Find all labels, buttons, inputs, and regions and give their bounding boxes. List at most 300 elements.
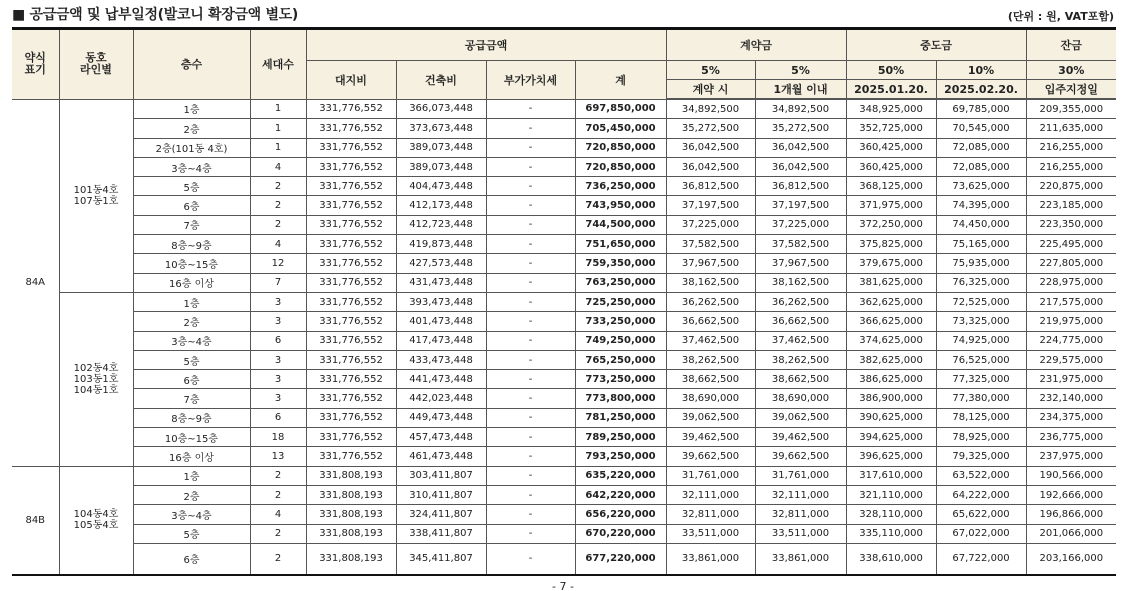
deposit-1-cell: 39,462,500: [666, 428, 755, 447]
building-cost-cell: 401,473,448: [396, 312, 486, 331]
middle-1-cell: 382,625,000: [846, 350, 936, 369]
balance-cell: 231,975,000: [1026, 370, 1116, 389]
deposit-2-cell: 37,462,500: [755, 331, 846, 350]
building-cost-cell: 441,473,448: [396, 370, 486, 389]
balance-cell: 225,495,000: [1026, 235, 1116, 254]
middle-1-cell: 386,900,000: [846, 389, 936, 408]
balance-cell: 237,975,000: [1026, 447, 1116, 466]
vat-cell: -: [486, 157, 575, 176]
floor-cell: 6층: [133, 196, 250, 215]
deposit-1-cell: 34,892,500: [666, 99, 755, 119]
balance-cell: 196,866,000: [1026, 505, 1116, 524]
middle-1-cell: 321,110,000: [846, 485, 936, 504]
total-cell: 773,800,000: [575, 389, 666, 408]
middle-2-cell: 64,222,000: [936, 485, 1026, 504]
header-line: 동호 라인별: [59, 29, 133, 100]
middle-2-cell: 74,395,000: [936, 196, 1026, 215]
units-cell: 3: [250, 312, 306, 331]
total-cell: 789,250,000: [575, 428, 666, 447]
vat-cell: -: [486, 350, 575, 369]
building-cost-cell: 427,573,448: [396, 254, 486, 273]
deposit-2-cell: 33,511,000: [755, 524, 846, 543]
building-cost-cell: 449,473,448: [396, 408, 486, 427]
deposit-1-cell: 35,272,500: [666, 119, 755, 138]
units-cell: 12: [250, 254, 306, 273]
header-floor: 층수: [133, 29, 250, 100]
total-cell: 743,950,000: [575, 196, 666, 215]
header-dep2-when: 1개월 이내: [755, 80, 846, 100]
type-cell: 84B: [12, 466, 59, 575]
middle-2-cell: 67,022,000: [936, 524, 1026, 543]
land-cost-cell: 331,808,193: [306, 505, 396, 524]
floor-cell: 5층: [133, 177, 250, 196]
land-cost-cell: 331,776,552: [306, 196, 396, 215]
land-cost-cell: 331,776,552: [306, 408, 396, 427]
vat-cell: -: [486, 447, 575, 466]
deposit-1-cell: 39,062,500: [666, 408, 755, 427]
land-cost-cell: 331,776,552: [306, 389, 396, 408]
table-row: [12, 505, 1116, 524]
total-cell: 793,250,000: [575, 447, 666, 466]
middle-1-cell: 381,625,000: [846, 273, 936, 292]
vat-cell: -: [486, 524, 575, 543]
deposit-2-cell: 34,892,500: [755, 99, 846, 119]
total-cell: 720,850,000: [575, 157, 666, 176]
total-cell: 705,450,000: [575, 119, 666, 138]
header-mid1-when: 2025.01.20.: [846, 80, 936, 100]
vat-cell: -: [486, 99, 575, 119]
building-cost-cell: 419,873,448: [396, 235, 486, 254]
vat-cell: -: [486, 138, 575, 157]
deposit-2-cell: 39,462,500: [755, 428, 846, 447]
middle-2-cell: 70,545,000: [936, 119, 1026, 138]
floor-cell: 10층~15층: [133, 428, 250, 447]
units-cell: 18: [250, 428, 306, 447]
deposit-1-cell: 36,042,500: [666, 138, 755, 157]
middle-2-cell: 65,622,000: [936, 505, 1026, 524]
deposit-2-cell: 39,062,500: [755, 408, 846, 427]
deposit-1-cell: 37,225,000: [666, 215, 755, 234]
table-row: [12, 138, 1116, 157]
header-mid2-pct: 10%: [936, 61, 1026, 80]
middle-2-cell: 72,525,000: [936, 292, 1026, 311]
deposit-2-cell: 37,582,500: [755, 235, 846, 254]
table-row: [12, 196, 1116, 215]
land-cost-cell: 331,776,552: [306, 447, 396, 466]
middle-2-cell: 76,325,000: [936, 273, 1026, 292]
total-cell: 744,500,000: [575, 215, 666, 234]
total-cell: 733,250,000: [575, 312, 666, 331]
units-cell: 4: [250, 157, 306, 176]
land-cost-cell: 331,776,552: [306, 138, 396, 157]
deposit-1-cell: 36,812,500: [666, 177, 755, 196]
deposit-1-cell: 38,662,500: [666, 370, 755, 389]
deposit-2-cell: 37,225,000: [755, 215, 846, 234]
middle-1-cell: 394,625,000: [846, 428, 936, 447]
units-cell: 4: [250, 505, 306, 524]
balance-cell: 223,185,000: [1026, 196, 1116, 215]
balance-cell: 229,575,000: [1026, 350, 1116, 369]
table-row: [12, 99, 1116, 119]
building-cost-cell: 389,073,448: [396, 138, 486, 157]
middle-1-cell: 348,925,000: [846, 99, 936, 119]
floor-cell: 1층: [133, 99, 250, 119]
middle-1-cell: 372,250,000: [846, 215, 936, 234]
balance-cell: 216,255,000: [1026, 138, 1116, 157]
table-row: [12, 408, 1116, 427]
middle-2-cell: 69,785,000: [936, 99, 1026, 119]
vat-cell: -: [486, 466, 575, 485]
table-row: [12, 524, 1116, 543]
middle-1-cell: 360,425,000: [846, 138, 936, 157]
units-cell: 3: [250, 370, 306, 389]
building-cost-cell: 310,411,807: [396, 485, 486, 504]
deposit-2-cell: 33,861,000: [755, 543, 846, 575]
line-cell: 101동4호 107동1호: [59, 99, 133, 292]
vat-cell: -: [486, 485, 575, 504]
land-cost-cell: 331,776,552: [306, 312, 396, 331]
total-cell: 736,250,000: [575, 177, 666, 196]
header-total: 계: [575, 61, 666, 100]
middle-1-cell: 338,610,000: [846, 543, 936, 575]
deposit-1-cell: 32,811,000: [666, 505, 755, 524]
middle-1-cell: 375,825,000: [846, 235, 936, 254]
middle-1-cell: 368,125,000: [846, 177, 936, 196]
line-cell: 104동4호 105동4호: [59, 466, 133, 575]
building-cost-cell: 431,473,448: [396, 273, 486, 292]
floor-cell: 10층~15층: [133, 254, 250, 273]
balance-cell: 211,635,000: [1026, 119, 1116, 138]
floor-cell: 3층~4층: [133, 157, 250, 176]
floor-cell: 2층: [133, 119, 250, 138]
vat-cell: -: [486, 543, 575, 575]
vat-cell: -: [486, 312, 575, 331]
floor-cell: 6층: [133, 543, 250, 575]
units-cell: 6: [250, 408, 306, 427]
header-mid1-pct: 50%: [846, 61, 936, 80]
units-cell: 2: [250, 466, 306, 485]
deposit-1-cell: 37,197,500: [666, 196, 755, 215]
section-title: ■ 공급금액 및 납부일정(발코니 확장금액 별도): [12, 7, 299, 23]
total-cell: 642,220,000: [575, 485, 666, 504]
vat-cell: -: [486, 389, 575, 408]
deposit-1-cell: 36,662,500: [666, 312, 755, 331]
header-mid2-when: 2025.02.20.: [936, 80, 1026, 100]
middle-1-cell: 386,625,000: [846, 370, 936, 389]
floor-cell: 7층: [133, 389, 250, 408]
balance-cell: 236,775,000: [1026, 428, 1116, 447]
header-units: 세대수: [250, 29, 306, 100]
line-cell: 102동4호 103동1호 104동1호: [59, 292, 133, 466]
table-row: [12, 466, 1116, 485]
table-row: [12, 389, 1116, 408]
floor-cell: 2층: [133, 312, 250, 331]
deposit-2-cell: 37,197,500: [755, 196, 846, 215]
table-row: [12, 215, 1116, 234]
land-cost-cell: 331,776,552: [306, 215, 396, 234]
land-cost-cell: 331,808,193: [306, 466, 396, 485]
header-bal-pct: 30%: [1026, 61, 1116, 80]
vat-cell: -: [486, 331, 575, 350]
balance-cell: 234,375,000: [1026, 408, 1116, 427]
land-cost-cell: 331,776,552: [306, 428, 396, 447]
total-cell: 635,220,000: [575, 466, 666, 485]
units-cell: 2: [250, 215, 306, 234]
deposit-2-cell: 31,761,000: [755, 466, 846, 485]
vat-cell: -: [486, 215, 575, 234]
vat-cell: -: [486, 119, 575, 138]
deposit-1-cell: 36,042,500: [666, 157, 755, 176]
building-cost-cell: 338,411,807: [396, 524, 486, 543]
vat-cell: -: [486, 370, 575, 389]
building-cost-cell: 389,073,448: [396, 157, 486, 176]
table-row: [12, 177, 1116, 196]
floor-cell: 3층~4층: [133, 505, 250, 524]
deposit-2-cell: 36,662,500: [755, 312, 846, 331]
middle-2-cell: 79,325,000: [936, 447, 1026, 466]
vat-cell: -: [486, 235, 575, 254]
deposit-1-cell: 38,162,500: [666, 273, 755, 292]
middle-2-cell: 75,165,000: [936, 235, 1026, 254]
middle-2-cell: 63,522,000: [936, 466, 1026, 485]
middle-1-cell: 371,975,000: [846, 196, 936, 215]
header-middle: 중도금: [846, 29, 1026, 61]
header-land: 대지비: [306, 61, 396, 100]
floor-cell: 1층: [133, 466, 250, 485]
deposit-1-cell: 37,582,500: [666, 235, 755, 254]
vat-cell: -: [486, 408, 575, 427]
table-row: [12, 370, 1116, 389]
total-cell: 751,650,000: [575, 235, 666, 254]
deposit-2-cell: 37,967,500: [755, 254, 846, 273]
table-row: [12, 350, 1116, 369]
total-cell: 749,250,000: [575, 331, 666, 350]
land-cost-cell: 331,776,552: [306, 350, 396, 369]
header-vat: 부가가치세: [486, 61, 575, 100]
middle-2-cell: 73,325,000: [936, 312, 1026, 331]
floor-cell: 16층 이상: [133, 273, 250, 292]
deposit-2-cell: 36,812,500: [755, 177, 846, 196]
building-cost-cell: 457,473,448: [396, 428, 486, 447]
deposit-2-cell: 39,662,500: [755, 447, 846, 466]
type-cell: 84A: [12, 99, 59, 466]
deposit-2-cell: 36,262,500: [755, 292, 846, 311]
total-cell: 656,220,000: [575, 505, 666, 524]
table-row: [12, 254, 1116, 273]
land-cost-cell: 331,776,552: [306, 235, 396, 254]
building-cost-cell: 417,473,448: [396, 331, 486, 350]
middle-1-cell: 335,110,000: [846, 524, 936, 543]
balance-cell: 220,875,000: [1026, 177, 1116, 196]
balance-cell: 228,975,000: [1026, 273, 1116, 292]
page-number: - 7 -: [552, 580, 574, 591]
building-cost-cell: 303,411,807: [396, 466, 486, 485]
middle-2-cell: 74,450,000: [936, 215, 1026, 234]
deposit-2-cell: 32,811,000: [755, 505, 846, 524]
building-cost-cell: 442,023,448: [396, 389, 486, 408]
header-balance: 잔금: [1026, 29, 1116, 61]
floor-cell: 5층: [133, 350, 250, 369]
land-cost-cell: 331,776,552: [306, 292, 396, 311]
middle-2-cell: 75,935,000: [936, 254, 1026, 273]
table-row: [12, 447, 1116, 466]
vat-cell: -: [486, 428, 575, 447]
total-cell: 759,350,000: [575, 254, 666, 273]
balance-cell: 223,350,000: [1026, 215, 1116, 234]
table-row: [12, 292, 1116, 311]
floor-cell: 2층(101동 4호): [133, 138, 250, 157]
land-cost-cell: 331,808,193: [306, 524, 396, 543]
middle-2-cell: 78,925,000: [936, 428, 1026, 447]
middle-1-cell: 328,110,000: [846, 505, 936, 524]
floor-cell: 1층: [133, 292, 250, 311]
land-cost-cell: 331,808,193: [306, 543, 396, 575]
table-row: [12, 157, 1116, 176]
table-row: [12, 543, 1116, 575]
building-cost-cell: 393,473,448: [396, 292, 486, 311]
header-supply: 공급금액: [306, 29, 666, 61]
deposit-2-cell: 36,042,500: [755, 138, 846, 157]
land-cost-cell: 331,776,552: [306, 370, 396, 389]
middle-1-cell: 396,625,000: [846, 447, 936, 466]
balance-cell: 192,666,000: [1026, 485, 1116, 504]
floor-cell: 16층 이상: [133, 447, 250, 466]
deposit-1-cell: 32,111,000: [666, 485, 755, 504]
deposit-2-cell: 35,272,500: [755, 119, 846, 138]
deposit-2-cell: 38,262,500: [755, 350, 846, 369]
middle-2-cell: 78,125,000: [936, 408, 1026, 427]
floor-cell: 3층~4층: [133, 331, 250, 350]
units-cell: 3: [250, 350, 306, 369]
header-dep2-pct: 5%: [755, 61, 846, 80]
floor-cell: 6층: [133, 370, 250, 389]
floor-cell: 7층: [133, 215, 250, 234]
header-dep1-when: 계약 시: [666, 80, 755, 100]
middle-1-cell: 374,625,000: [846, 331, 936, 350]
middle-2-cell: 73,625,000: [936, 177, 1026, 196]
middle-2-cell: 72,085,000: [936, 157, 1026, 176]
total-cell: 670,220,000: [575, 524, 666, 543]
land-cost-cell: 331,776,552: [306, 254, 396, 273]
unit-note: (단위 : 원, VAT포함): [1007, 10, 1114, 23]
total-cell: 720,850,000: [575, 138, 666, 157]
units-cell: 4: [250, 235, 306, 254]
vat-cell: -: [486, 505, 575, 524]
land-cost-cell: 331,776,552: [306, 177, 396, 196]
total-cell: 725,250,000: [575, 292, 666, 311]
land-cost-cell: 331,808,193: [306, 485, 396, 504]
deposit-1-cell: 39,662,500: [666, 447, 755, 466]
vat-cell: -: [486, 273, 575, 292]
units-cell: 2: [250, 524, 306, 543]
building-cost-cell: 366,073,448: [396, 99, 486, 119]
building-cost-cell: 373,673,448: [396, 119, 486, 138]
table-row: [12, 331, 1116, 350]
building-cost-cell: 461,473,448: [396, 447, 486, 466]
table-row: [12, 235, 1116, 254]
floor-cell: 2층: [133, 485, 250, 504]
land-cost-cell: 331,776,552: [306, 99, 396, 119]
middle-1-cell: 360,425,000: [846, 157, 936, 176]
table-row: [12, 119, 1116, 138]
total-cell: 763,250,000: [575, 273, 666, 292]
floor-cell: 5층: [133, 524, 250, 543]
middle-1-cell: 317,610,000: [846, 466, 936, 485]
deposit-1-cell: 31,761,000: [666, 466, 755, 485]
building-cost-cell: 404,473,448: [396, 177, 486, 196]
middle-2-cell: 77,380,000: [936, 389, 1026, 408]
units-cell: 3: [250, 292, 306, 311]
header-bal-when: 입주지정일: [1026, 80, 1116, 100]
land-cost-cell: 331,776,552: [306, 157, 396, 176]
units-cell: 7: [250, 273, 306, 292]
deposit-2-cell: 38,662,500: [755, 370, 846, 389]
total-cell: 781,250,000: [575, 408, 666, 427]
total-cell: 697,850,000: [575, 99, 666, 119]
header-building: 건축비: [396, 61, 486, 100]
balance-cell: 216,255,000: [1026, 157, 1116, 176]
units-cell: 3: [250, 389, 306, 408]
deposit-2-cell: 36,042,500: [755, 157, 846, 176]
header-type: 약식 표기: [12, 29, 59, 100]
units-cell: 13: [250, 447, 306, 466]
table-row: [12, 428, 1116, 447]
middle-1-cell: 390,625,000: [846, 408, 936, 427]
units-cell: 1: [250, 138, 306, 157]
balance-cell: 209,355,000: [1026, 99, 1116, 119]
balance-cell: 203,166,000: [1026, 543, 1116, 575]
deposit-1-cell: 36,262,500: [666, 292, 755, 311]
deposit-1-cell: 33,861,000: [666, 543, 755, 575]
balance-cell: 190,566,000: [1026, 466, 1116, 485]
deposit-1-cell: 37,967,500: [666, 254, 755, 273]
deposit-2-cell: 32,111,000: [755, 485, 846, 504]
table-row: [12, 312, 1116, 331]
units-cell: 1: [250, 119, 306, 138]
deposit-2-cell: 38,690,000: [755, 389, 846, 408]
floor-cell: 8층~9층: [133, 235, 250, 254]
table-row: [12, 273, 1116, 292]
vat-cell: -: [486, 177, 575, 196]
land-cost-cell: 331,776,552: [306, 273, 396, 292]
total-cell: 677,220,000: [575, 543, 666, 575]
building-cost-cell: 345,411,807: [396, 543, 486, 575]
units-cell: 2: [250, 177, 306, 196]
deposit-1-cell: 37,462,500: [666, 331, 755, 350]
deposit-1-cell: 33,511,000: [666, 524, 755, 543]
middle-2-cell: 76,525,000: [936, 350, 1026, 369]
building-cost-cell: 412,173,448: [396, 196, 486, 215]
header-dep1-pct: 5%: [666, 61, 755, 80]
land-cost-cell: 331,776,552: [306, 119, 396, 138]
units-cell: 2: [250, 196, 306, 215]
middle-2-cell: 74,925,000: [936, 331, 1026, 350]
middle-1-cell: 362,625,000: [846, 292, 936, 311]
balance-cell: 217,575,000: [1026, 292, 1116, 311]
total-cell: 765,250,000: [575, 350, 666, 369]
middle-2-cell: 72,085,000: [936, 138, 1026, 157]
vat-cell: -: [486, 292, 575, 311]
units-cell: 6: [250, 331, 306, 350]
units-cell: 2: [250, 543, 306, 575]
balance-cell: 219,975,000: [1026, 312, 1116, 331]
middle-1-cell: 352,725,000: [846, 119, 936, 138]
table-row: [12, 485, 1116, 504]
total-cell: 773,250,000: [575, 370, 666, 389]
vat-cell: -: [486, 196, 575, 215]
vat-cell: -: [486, 254, 575, 273]
building-cost-cell: 433,473,448: [396, 350, 486, 369]
